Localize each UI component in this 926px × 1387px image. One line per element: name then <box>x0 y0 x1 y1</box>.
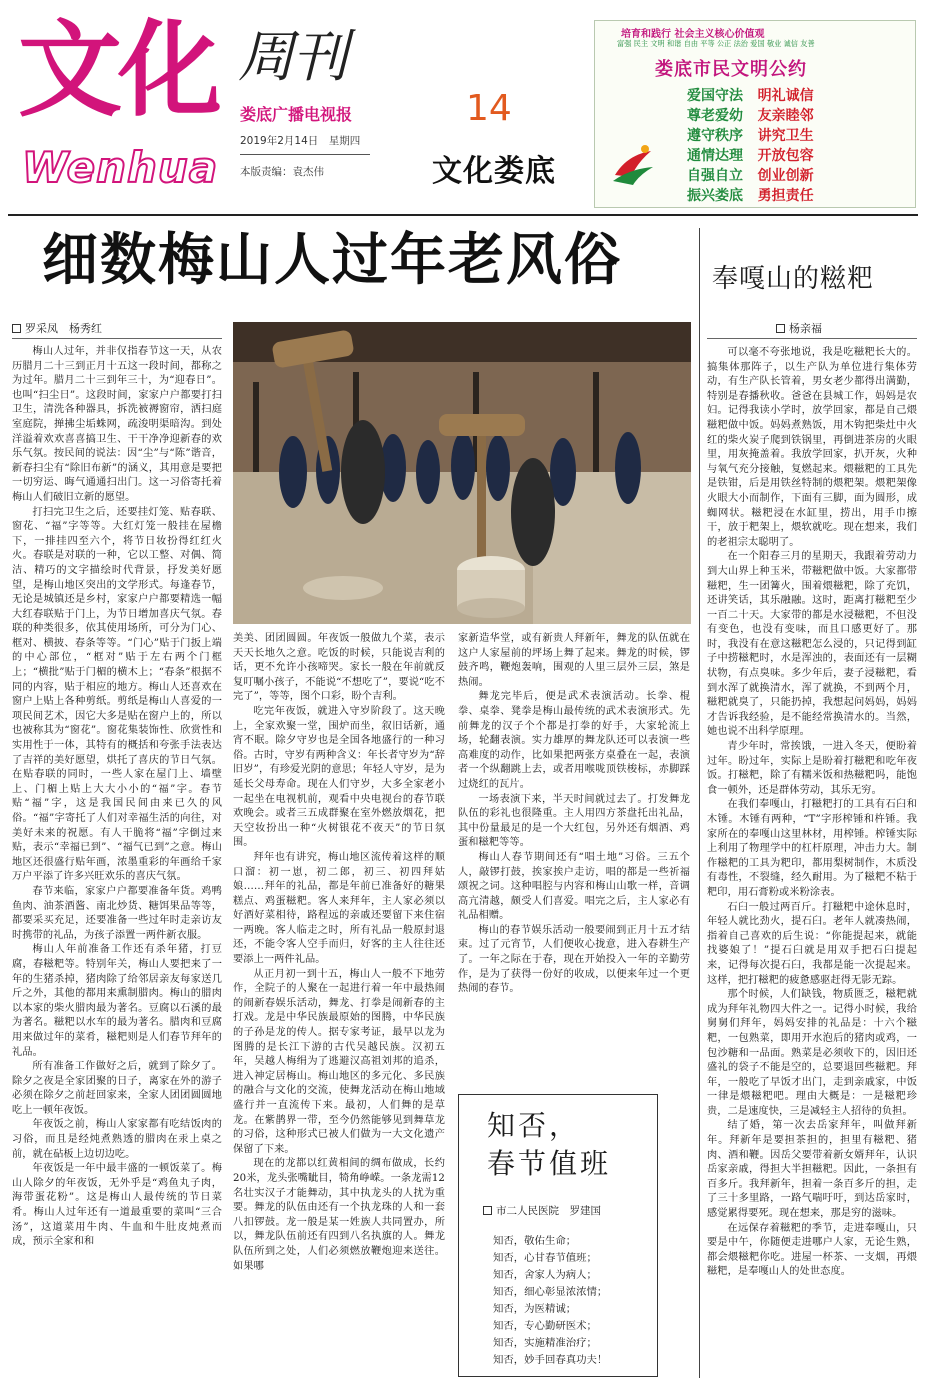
main-article-col2 <box>233 632 445 1374</box>
civic-ad <box>594 20 916 208</box>
paragraph: 青少年时，常挨饿，一进入冬天，便盼着过年。盼过年，实际上是盼着打糍粑和吃年夜饭。打糍粑，除了有糯米饭和热糍粑吗，能饱食一顿外，还是群体劳动，其乐无穷。 <box>707 741 917 796</box>
poem-title-line2: 春节值班 <box>487 1147 612 1180</box>
poem-byline <box>483 1203 601 1218</box>
paragraph: 所有准备工作做好之后，就到了除夕了。除夕之夜是全家团聚的日子，离家在外的游子必须在除夕之前赶回家来，全家人团团圆圆地吃上一顿年夜饭。 <box>12 1061 222 1116</box>
civic-pledge-row <box>687 105 907 125</box>
paragraph: 在一个阳春三月的星期天，我跟着劳动力到大山界上种玉米，带糍粑做中饭。大家都带糍粑，生一团篝火，围着煨糍粑，除了充饥，还讲笑话，其乐融融。这时，距离打糍粑至少一百二十天。大家带的都是水浸糍粑，不但没有变色，也没有变味，而且口感更好了。那时，我没有在意这糍粑怎么浸的，只记得到缸子中捞糍粑时，水是浑浊的，表面还有一层糊状物，有点臭味。多少年后，妻子浸糍粑，看到水浑了就换清水，浑了就换，不到两个月，糍粑就臭了，只能扔掉，我想起问妈妈，妈妈才告诉我经验，是不能经常换清水的。当然，她也说不出科学原理。 <box>707 551 917 738</box>
civic-ad-values: 富强 民主 文明 和谐 自由 平等 公正 法治 爱国 敬业 诚信 友善 <box>617 39 815 48</box>
masthead-logo: 文化 <box>18 9 219 131</box>
paragraph: 舞龙完毕后，便是武术表演活动。长拳、棍拳、桌拳、凳拳是梅山最传统的武术表演形式。先前舞龙的汉子个个都是打拳的好手，大家轮流上场，轮翻表演。实力雄厚的舞龙队还可以表演一些高难度的动作，比如果把两张方桌叠在一起，表演者一个纵翻跳上去，或者用喉咙顶铁梭标，赤脚踩过烧红的瓦片。 <box>458 691 690 790</box>
civic-pledge-b: 讲究卫生 <box>757 128 814 144</box>
side-article-body <box>707 346 917 1376</box>
civic-pledge-a: 通情达理 <box>687 148 743 164</box>
article-photo <box>233 322 691 624</box>
side-byline-rule <box>707 338 917 339</box>
main-article-col1 <box>12 345 222 1375</box>
civic-pledge-row <box>687 185 907 205</box>
side-byline-text: 杨亲福 <box>789 322 822 335</box>
civic-pledge-b: 明礼诚信 <box>757 88 814 104</box>
masthead-date: 2019年2月14日 星期四 <box>240 135 361 147</box>
poem-line: 知否，实施精准治疗； <box>493 1337 597 1349</box>
paragraph: 现在的龙都以红黄相间的绸布做成，长约20米，龙头张嘴眦目，犄角峥嵘。一条龙需12名壮实汉子才能舞动，其中执龙头的人扰为重要。舞龙的队伍由还有一个执龙珠的人和一套八扣锣鼓。龙一般是某一姓族人共同置办，所以，舞龙队伍前还有四到八名执旗的人。舞龙队伍所到之处，人们必须燃放鞭炮迎来送往。如果哪 <box>233 1158 445 1272</box>
byline-box-icon <box>12 324 21 333</box>
paragraph: 从正月初一到十五，梅山人一般不下地劳作，全院子的人聚在一起进行着一年中最热闹的闹新春娱乐活动，舞龙、打拳是闹新春的主打戏。龙是中华民族最原始的图腾，中华民族的子孙是龙的传人。据专家考证，最早以龙为图腾的是长江下游的古代吴越民族。汉初五年，吴越人梅绢为了逃避汉高祖刘邦的追杀，进入神定居梅山。梅山地区的多元化、多民族的融合与文化的交流，使舞龙活动在梅山地域盛行并一直流传下来。最初，人们舞的是草龙。在紫鹊界一带，至今仍然能够见到舞草龙的习俗，这种形式已被人们做为一大文化遗产保留了下来。 <box>233 968 445 1155</box>
main-byline-rule <box>12 338 222 339</box>
poem-box <box>458 1094 658 1377</box>
masthead-logo-en: Wenhua <box>22 143 219 192</box>
side-article-title: 奉嘎山的糍粑 <box>712 264 875 294</box>
section-title: 文化娄底 <box>432 154 556 189</box>
main-byline-text: 罗采凤 杨秀红 <box>25 322 102 335</box>
masthead <box>0 0 926 215</box>
civic-pledge-row <box>687 85 907 105</box>
paragraph: 年夜饭之前，梅山人家家都有吃结饭肉的习俗，而且是经炖煮熟透的腊肉在汞上桌之前，就在砧板上边切边吃。 <box>12 1119 222 1160</box>
column-divider <box>699 228 700 1378</box>
poem-line: 知否，专心勤研医术； <box>493 1320 597 1332</box>
poem-line: 知否，心甘春节值班； <box>493 1252 597 1264</box>
civic-ad-heading: 娄底市民文明公约 <box>655 59 807 80</box>
civic-pledge-list <box>687 85 907 205</box>
main-article-col3 <box>458 632 690 1082</box>
side-byline <box>776 320 822 336</box>
poem-title-line1: 知否， <box>487 1109 581 1142</box>
masthead-divider <box>8 214 918 216</box>
paragraph: 梅山人年前准备工作还有杀年猪，打豆腐，春糍粑等。特别年关，梅山人要把来了一年的生猪杀掉，猪肉除了给邻居亲友每家送几斤之外，其他的都用来熏制腊肉。梅山的腊肉以本家的柴火腊肉最为著名。豆腐以石溪的最为著名。糍粑以水车的最为著名。腊肉和豆腐用来做过年的菜肴，糍粑则是人们春节拜年的礼品。 <box>12 944 222 1058</box>
paragraph: 拜年也有讲究，梅山地区流传着这样的顺口溜：初一崽，初二郎，初三、初四拜姑娘……拜年的礼品，都是年前已准备好的糖果糕点、鸡蛋糍粑。客人来拜年，主人家必须以好酒好菜相待，路程远的亲戚还要留下来住宿一两晚。客人临走之时，所有礼品一般原封退还，不能令客人空手而归，好客的主人往往还要添上一两件礼品。 <box>233 851 445 966</box>
byline-box-icon <box>776 324 785 333</box>
paragraph: 年夜饭是一年中最丰盛的一顿饭菜了。梅山人除夕的年夜饭，无外乎是“鸡鱼丸子肉，海带蛋花粉”。这是梅山人最传统的节日菜肴。梅山人过年还有一道最重要的菜叫“三合汤”，这道菜用牛肉、牛血和牛肚皮炖煮而成，预示全家和和 <box>12 1163 222 1248</box>
paragraph: 结了婚，第一次去岳家拜年，叫做拜新年。拜新年是要担茶担的，担里有糍粑、猪肉、酒和鞭。因岳父要带着新女婿拜年，认识岳家亲戚，得担大半担糍粑。因此，一条担有百多斤。我拜新年，担着一条百多斤的担，走了三十多里路，一路气喘吁吁，到达岳家时，感觉累得要死。现在想来，那是穷的滋味。 <box>707 1120 917 1220</box>
main-headline: 细数梅山人过年老风俗 <box>42 228 622 293</box>
civic-pledge-a: 爱国守法 <box>687 88 743 104</box>
poem-line: 知否，敬佑生命； <box>493 1235 577 1247</box>
civic-pledge-a: 尊老爱幼 <box>687 108 743 124</box>
poem-line: 知否，舍家人为病人； <box>493 1269 597 1281</box>
paragraph: 打扫完卫生之后，还要挂灯笼、贴春联、窗花、“福”字等等。大红灯笼一般挂在屋檐下，一排挂四至六个，将节日妆扮得红红火火。春联是对联的一种，它以工整、对偶、简洁、精巧的文字描绘时代背景，抒发美好愿望，是梅山地区突出的文学形式。每逢春节，无论是城镇还是乡村，家家户户都要精选一幅大红春联贴于门上，为节日增加喜庆气氛。春联的种类很多，依其使用场所，可分为门心、框对、横披、春条等等。“门心”贴于门扳上端的中心部位，“框对”贴于左右两个门框上；“横批”贴于门楣的横木上；“春条”根据不同的内容，贴于相应的地方。梅山人还喜欢在窗户上贴上各种剪纸。剪纸是梅山人喜爱的一项民间艺术，因它大多是贴在窗户上的，所以也被称其为“窗花”。窗花集装饰性、欣赏性和实用性于一体，其特有的概括和夸张手法表达了吉祥的美好愿望，烘托了喜庆的节日气氛。在贴春联的同时，一些人家在屋门上、墙壁上、门楣上贴上大大小小的“福”字。春节贴“福”字，这是我国民间由来已久的风俗。“福”字寄托了人们对幸福生活的向往，对美好未来的祝愿。有人干脆将“福”字倒过来贴，表示“幸福已到”、“福气已到”之意。梅山地区还很盛行贴年画，浓墨重彩的年画给千家万户平添了许多兴旺欢乐的喜庆气氛。 <box>12 506 222 883</box>
civic-pledge-b: 开放包容 <box>757 148 814 164</box>
civic-pledge-a: 自强自立 <box>687 168 743 184</box>
paragraph: 在远保存着糍粑的季节，走进奉嘎山，只要是中午，你随便走进哪户人家，无论生熟，都会煨糍粑你吃。进屋一杯茶、一支烟，再煨糍粑，是奉嘎山人的处世态度。 <box>707 1222 917 1278</box>
paragraph: 吃完年夜饭，就进入守岁阶段了。这天晚上，全家欢聚一堂，围炉而坐，叙旧话新，通宵不眠。除夕守岁也是全国各地盛行的一种习俗。古时，守岁有两种含义：年长者守岁为“辞旧岁”，有珍爱光阴的意思；年轻人守岁，是为延长父母寿命。现在人们守岁，大多全家老小一起坐在电视机前，观看中央电视台的春节联欢晚会。或者三五成群聚在室外燃放烟花，把天空妆扮出一种“火树银花不夜天”的节日氛围。 <box>233 705 445 849</box>
byline-box-icon <box>483 1206 492 1215</box>
civic-ad-banner: 培育和践行 社会主义核心价值观 <box>621 29 765 40</box>
paragraph: 梅山人春节期间还有“唱土地”习俗。三五个人，敲锣打鼓，挨家挨户走访，唱的都是一些祈福颂祝之词。这种唱腔与内容和梅山山歌一样，音调高亢清越，颇受人们喜爱。唱完之后，主人家必有礼品相赠。 <box>458 851 690 922</box>
paragraph: 可以毫不夸张地说，我是吃糍粑长大的。搞集体那阵子，以生产队为单位进行集体劳动，有生产队长管着，男女老少都得出满勤，特别是春播秋收。爸爸在县城工作，妈妈是农妇。记得我读小学时，放学回家，都是自己煨糍粑做中饭。妈妈煮熟饭，用木钩把柴灶中火红的柴火炭子爬到铁锅里，再倒进茶房的火眼里，用灰掩盖着。我放学回家，扒开灰，火种与氧气充分接触，复燃起来。煨糍粑的工具先是铁钳，后是用铁丝特制的煨粑架。煨粑架像火眼大小而制作，下面有三脚，面为圆形，成蜘网状。糍粑浸在水缸里，捞出，用手巾擦干，放于粑架上，煨软就吃。现在想来，我们的老祖宗太聪明了。 <box>707 347 917 548</box>
paragraph: 在我们奉嘎山，打糍粑打的工具有石臼和木锤。木锤有两种，“T”字形榨锤和杵锤。我家所在的奉嘎山这里林材，用榨锤。榨锤实际上利用了物理学中的杠杆原理，冲击力大。制作糍粑的工具为粑印，都用梨树制作，木质没有毒性，不裂缝，经久耐用。为了糍粑不粘于粑印，用石膏粉或米粉涂表。 <box>707 799 917 898</box>
civic-pledge-row <box>687 145 907 165</box>
paragraph: 梅山人过年，并非仅指春节这一天，从农历腊月二十三到正月十五这一段时间，都称之为过年。腊月二十三到年三十，为“迎春日”。也叫“扫尘日”。这段时间，家家户户都要打扫卫生，清洗各种器具，拆洗被褥窗帘，洒扫庭室庭院，掸拂尘垢蛛网，疏浚明渠暗沟。到处洋溢着欢欢喜喜搞卫生、干干净净迎新春的欢乐气氛。按民间的说法：因“尘”与“陈”谐音，新春扫尘有“除旧布新”的涵义，其用意是要把一切穷运、晦气通通扫出门。这一习俗寄托着梅山人们破旧立新的愿望。 <box>12 346 222 503</box>
paragraph: 石臼一般过两百斤。打糍粑中途休息时，年轻人就比劲火，提石臼。老年人就凑热闹，指着自己喜欢的后生说：“你能提起来，就能找婆娘了！”提石臼就是用双手把石臼提起来，记得每次提石臼，我都是能一次提起来。这样，把打糍粑的疲惫感驱赶得无影无踪。 <box>707 901 917 986</box>
civic-pledge-b: 创业创新 <box>757 168 814 184</box>
civic-pledge-row <box>687 165 907 185</box>
paragraph: 梅山的春节娱乐活动一般要闹到正月十五才结束。过了元宵节，人们便收心拢意，进入春耕生产了。一年之际在于春，现在开始投入一年的辛勤劳作，是为了获得一份好的收成，以便来年过一个更热闹的春节。 <box>458 924 690 995</box>
paragraph: 那个时候，人们缺钱，物质匮乏，糍粑就成为拜年礼物四大件之一。记得小时候，我给舅舅们拜年，妈妈安排的礼品是：十六个糍粑，一包熟菜，即用开水泡后的猪肉或鸡，一包沙糖和一品面。熟菜是必须收下的，因旧还盛礼的袋子不能是空的，总要退回些糍粑。拜年，一般吃了早饭才出门，走到亲戚家，中饭一律是煨糍粑吧。理由大概是：一是糍粑珍贵，二是速度快，三是减轻主人招待的负担。 <box>707 989 917 1117</box>
masthead-date-rule <box>240 154 370 155</box>
civic-pledge-b: 友亲睦邻 <box>757 108 814 124</box>
civic-pledge-a: 振兴娄底 <box>687 188 743 204</box>
masthead-weekly: 周刊 <box>238 25 346 90</box>
masthead-editor: 本版责编：袁杰伟 <box>240 166 324 178</box>
civic-pledge-a: 遵守秩序 <box>687 128 743 144</box>
poem-byline-text: 市二人民医院 罗建国 <box>496 1205 601 1217</box>
page-number: 14 <box>466 88 512 129</box>
poem-line: 知否，细心彰显浓浓情； <box>493 1286 608 1298</box>
main-byline <box>12 320 102 336</box>
civic-pledge-row <box>687 125 907 145</box>
masthead-publisher: 娄底广播电视报 <box>240 105 353 124</box>
paragraph: 春节来临，家家户户都要准备年货。鸡鸭鱼肉、油茶酒酱、南北炒货、糖饵果品等等，都要采买充足，还要准备一些过年时走亲访友时携带的礼品，为孩子添置一两件新衣服。 <box>12 885 222 941</box>
civic-ad-emblem <box>609 141 657 191</box>
poem-line: 知否，妙手回春真功夫！ <box>493 1354 608 1366</box>
paragraph: 一场表演下来，半天时间就过去了。打发舞龙队伍的彩礼也很隆重。主人用四方茶盘托出礼品，其中份量最足的是一个大红包，另外还有烟酒、鸡蛋和糍粑等等。 <box>458 793 690 849</box>
poem-body <box>493 1233 607 1369</box>
paragraph: 家新造华堂，或有新贵人拜新年，舞龙的队伍就在这户人家屋前的坪场上舞了起来。舞龙的时候，锣鼓齐鸣，鞭炮轰响，围观的人里三层外三层，煞是热闹。 <box>458 633 690 688</box>
poem-line: 知否，为医精诚； <box>493 1303 577 1315</box>
civic-pledge-b: 勇担责任 <box>757 188 814 204</box>
paragraph: 美美、团团圆圆。年夜饭一般做九个菜，表示天天长地久之意。吃饭的时候，只能说吉利的话，更不允许小孩啼哭。家长一般在年前就反复叮嘱小孩子，不能说“不想吃了”，要说“吃不完了”，等等，图个口彩，盼个吉利。 <box>233 633 445 703</box>
